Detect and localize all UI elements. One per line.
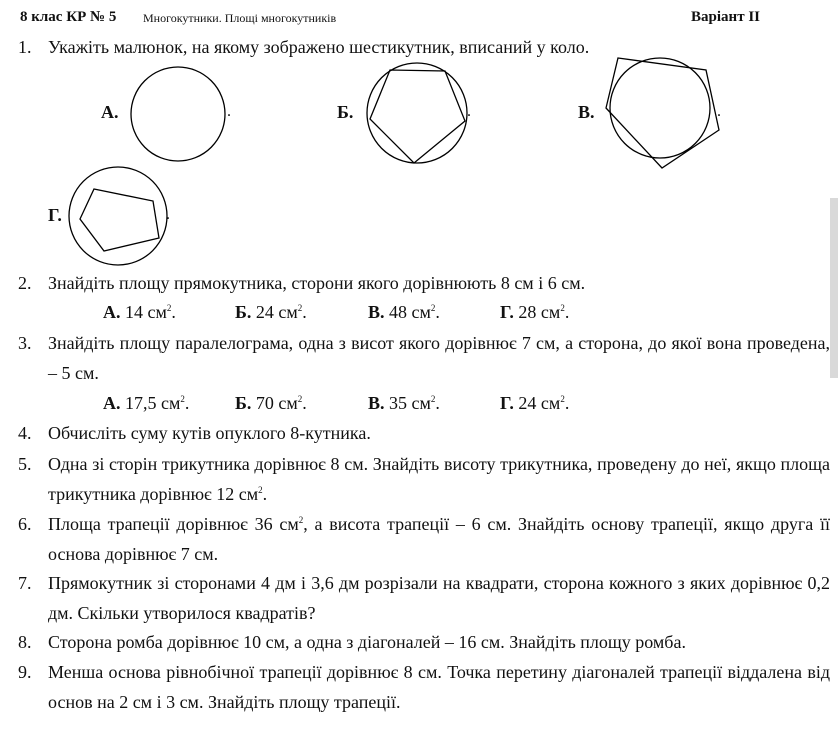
superscript: 2 xyxy=(297,394,303,404)
question-text: Укажіть малюнок, на якому зображено шестикутник, вписаний у коло. xyxy=(48,37,590,57)
question-text: Прямокутник зі сторонами 4 дм і 3,6 дм розрізали на квадрати, сторона кожного з яких дорівнює 0,2 дм. Скільки утворилося квадратів? xyxy=(48,573,830,623)
figure-a-label: А. xyxy=(101,102,119,122)
figure-g-label: Г. xyxy=(48,205,62,225)
scrollbar-thumb[interactable] xyxy=(830,198,838,378)
superscript: 2 xyxy=(298,515,304,525)
answer-q2-v: В. 48 $см^2$. xyxy=(368,302,440,322)
answer-letter: В. xyxy=(368,302,385,322)
question-text: Сторона ромба дорівнює 10 см, а одна з діагоналей – 16 см. Знайдіть площу ромба. xyxy=(48,632,686,652)
question-text: Менша основа рівнобічної трапеції дорівнює 8 см. Точка перетину діагоналей трапеції віддалена від основ на 2 см і 3 см. Знайдіть площу трапеції. xyxy=(48,662,830,712)
question-text-part: . xyxy=(262,484,268,504)
figure-g-pentagon xyxy=(80,189,159,251)
superscript: 2 xyxy=(560,303,565,313)
question-number: 2. xyxy=(18,273,32,293)
figure-v-dot: . xyxy=(717,103,721,120)
question-number: 1. xyxy=(18,37,32,57)
figure-a-dot: . xyxy=(227,103,231,120)
answer-value: 35 см xyxy=(389,393,431,413)
question-number: 8. xyxy=(18,632,32,652)
answer-q3-g: Г. 24 $см^2$. xyxy=(500,393,570,413)
question-7 xyxy=(18,568,830,628)
figure-b-dot: . xyxy=(467,103,471,120)
figure-b-label: Б. xyxy=(337,102,354,122)
answer-letter: Г. xyxy=(500,393,514,413)
answer-value: 24 см xyxy=(518,393,561,413)
superscript: 2 xyxy=(560,394,565,404)
question-number: 6. xyxy=(18,514,32,534)
question-number: 3. xyxy=(18,333,32,353)
question-9 xyxy=(18,657,830,717)
answer-value: 48 см xyxy=(389,302,431,322)
question-5 xyxy=(18,449,830,509)
question-2 xyxy=(18,268,830,298)
question-number: 5. xyxy=(18,454,32,474)
question-text: Обчисліть суму кутів опуклого 8-кутника. xyxy=(48,423,371,443)
answer-q2-a: А. 14 $см^2$. xyxy=(103,302,176,322)
answer-letter: А. xyxy=(103,302,121,322)
superscript: 2 xyxy=(258,485,263,495)
answer-value: 17,5 см xyxy=(125,393,181,413)
question-number: 4. xyxy=(18,423,32,443)
figure-a-circle xyxy=(131,67,225,161)
answer-letter: Б. xyxy=(235,302,252,322)
question-8 xyxy=(18,627,830,657)
answer-q2-b: Б. 24 $см^2$. xyxy=(235,302,307,322)
answer-value: 14 см xyxy=(125,302,167,322)
superscript: 2 xyxy=(430,303,436,313)
superscript: 2 xyxy=(430,394,436,404)
answer-letter: В. xyxy=(368,393,385,413)
question-text: Знайдіть площу прямокутника, сторони якого дорівнюють 8 см і 6 см. xyxy=(48,273,586,293)
question-text xyxy=(48,509,830,569)
question-text xyxy=(48,449,830,509)
question-6 xyxy=(18,509,830,569)
figure-b-circle xyxy=(367,63,467,163)
answer-q3-a: А. 17,5 $см^2$. xyxy=(103,393,190,413)
superscript: 2 xyxy=(180,394,185,404)
variant-label: Варіант ІІ xyxy=(691,9,760,25)
answer-value: 24 см xyxy=(255,302,298,322)
question-number: 7. xyxy=(18,573,32,593)
figure-g-dot: . xyxy=(166,206,170,223)
figure-g-circle xyxy=(69,167,167,265)
answer-letter: Б. xyxy=(235,393,252,413)
question-text-part: , а висота трапеції – 6 см. Знайдіть основу трапеції, якщо друга її основа дорівнює 7 см. xyxy=(48,514,830,564)
question-4 xyxy=(18,418,830,448)
answer-q2-g: Г. 28 $см^2$. xyxy=(500,302,570,322)
answer-q3-v: В. 35 $см^2$. xyxy=(368,393,440,413)
superscript: 2 xyxy=(166,303,172,313)
question-text: Знайдіть площу паралелограма, одна з висот якого дорівнює 7 см, а сторона, до якої вона проведена, – 5 см. xyxy=(48,333,830,383)
question-text-part: Одна зі сторін трикутника дорівнює 8 см. Знайдіть висоту трикутника, проведену до неї, якщо площа трикутника дорівнює 12 см xyxy=(48,454,830,504)
topic-title: Многокутники. Площі многокутників xyxy=(143,11,337,25)
class-title: 8 клас КР № 5 xyxy=(20,9,117,25)
answer-value: 28 см xyxy=(518,302,561,322)
answer-value: 70 см xyxy=(255,393,298,413)
answer-letter: А. xyxy=(103,393,121,413)
superscript: 2 xyxy=(297,303,303,313)
question-text-part: Площа трапеції дорівнює 36 см xyxy=(48,514,299,534)
figure-v-circle xyxy=(610,58,710,158)
answer-letter: Г. xyxy=(500,302,514,322)
question-3 xyxy=(18,328,830,388)
question-number: 9. xyxy=(18,662,32,682)
answer-q3-b: Б. 70 $см^2$. xyxy=(235,393,307,413)
figure-v-label: В. xyxy=(578,102,595,122)
